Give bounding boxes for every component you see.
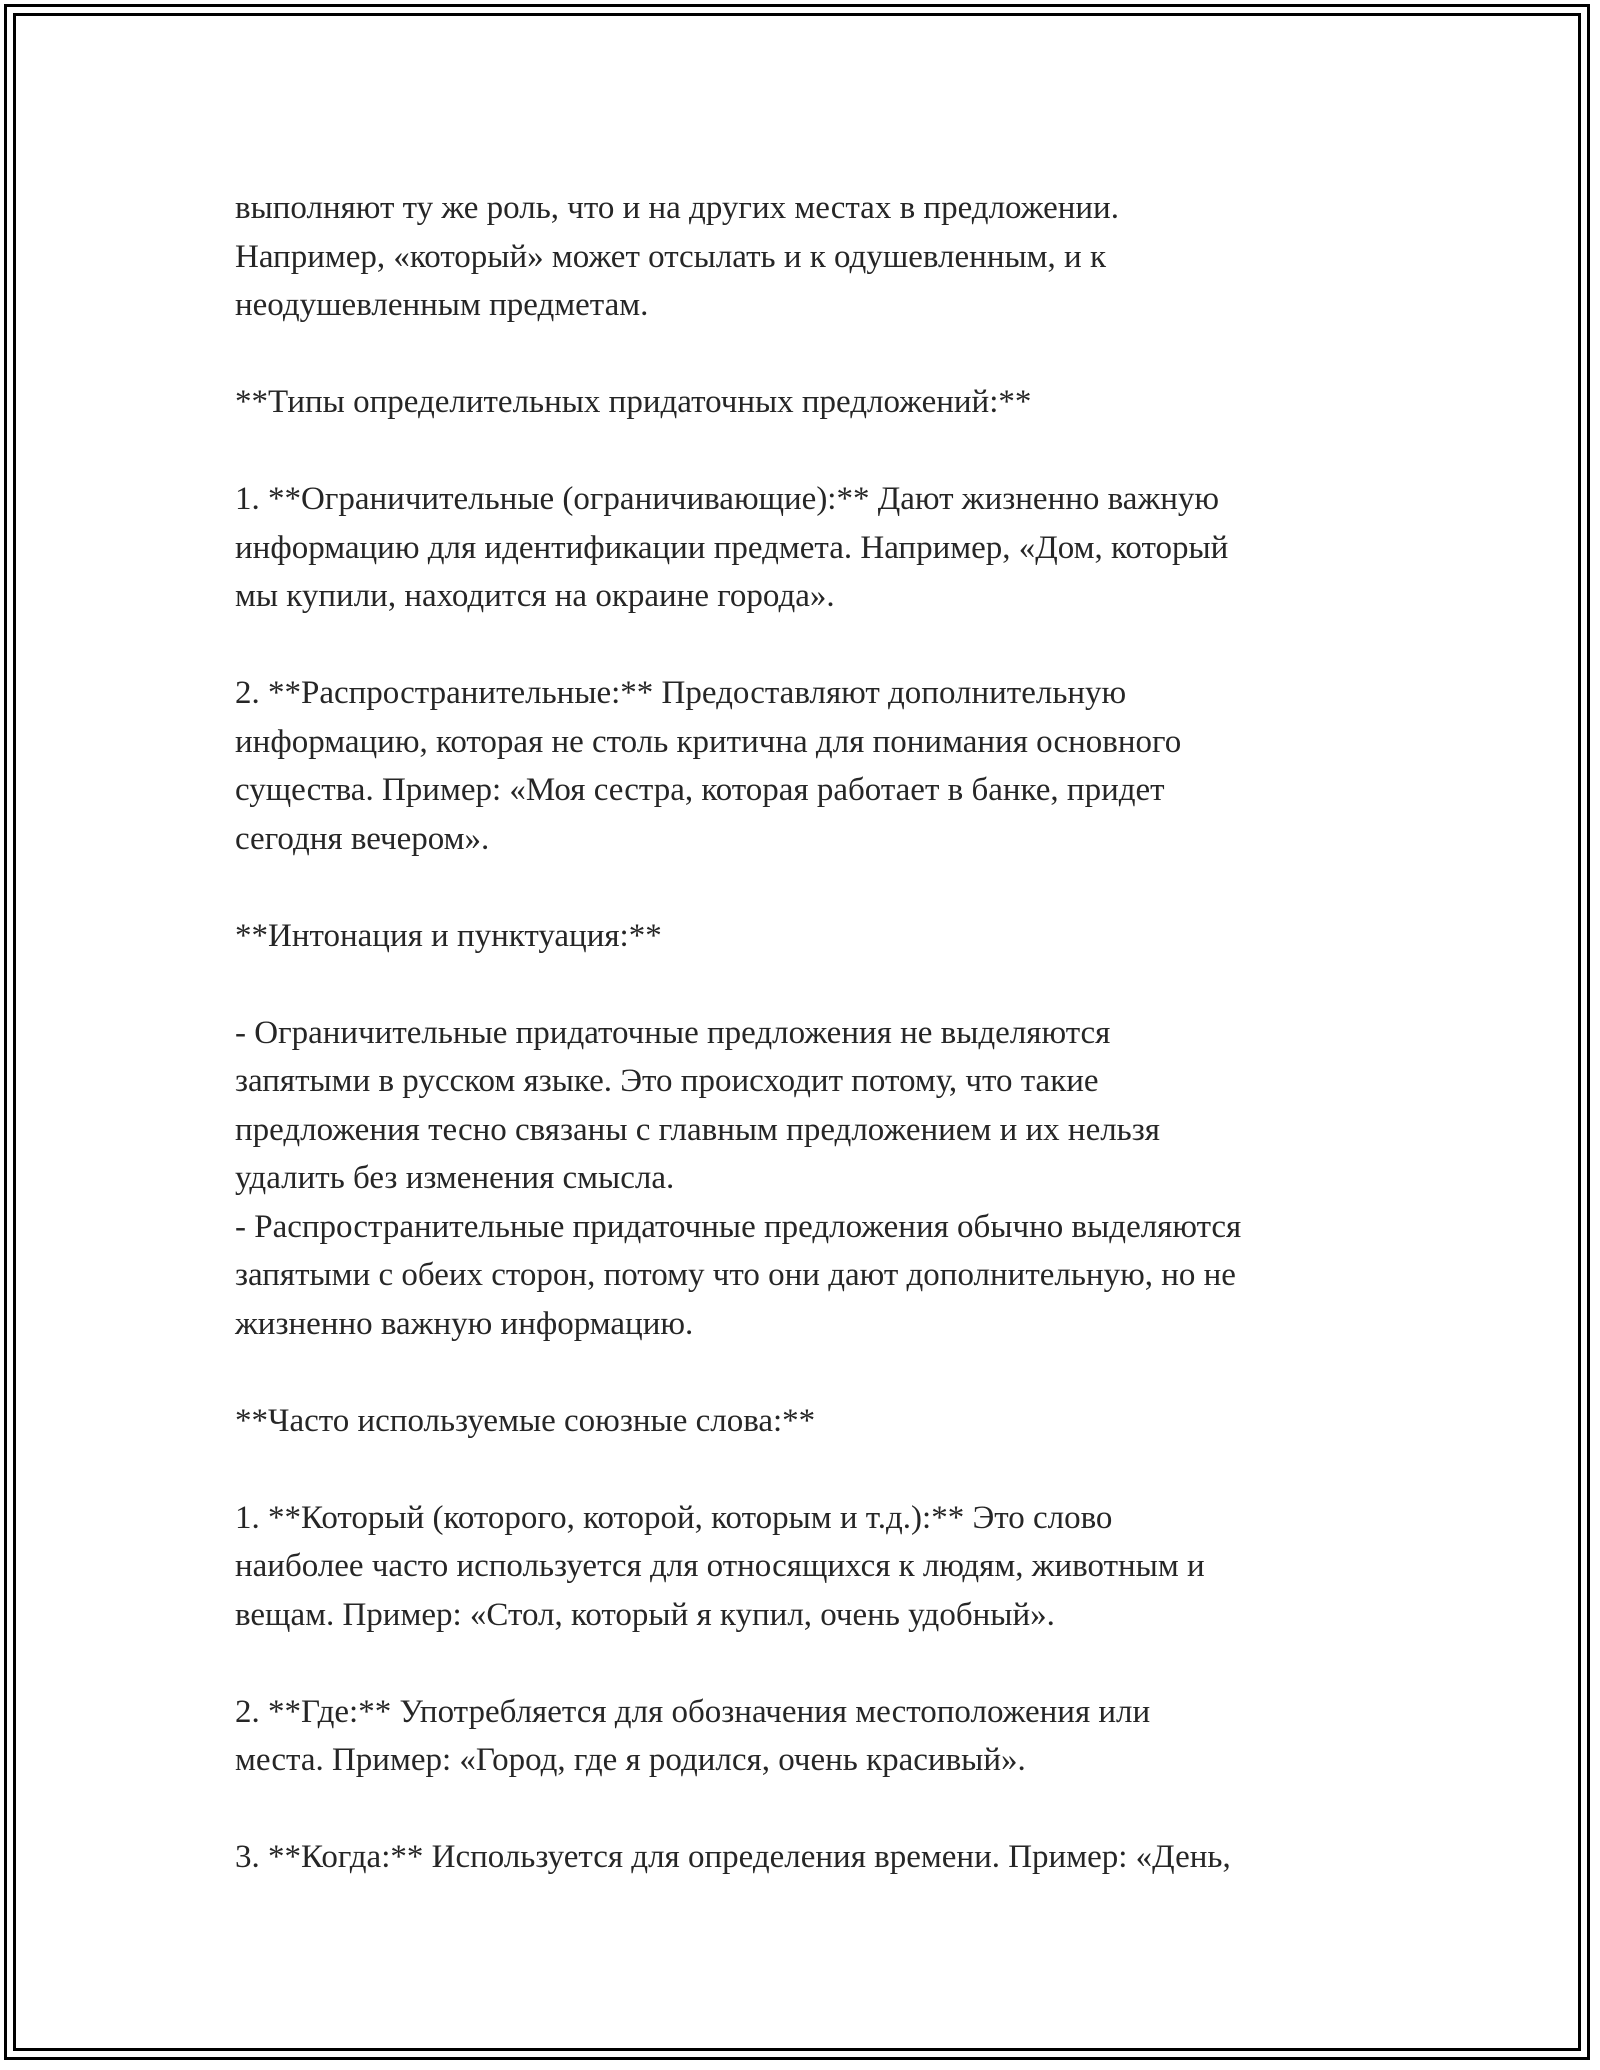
bullet-restrictive-punctuation [235, 1009, 1385, 1203]
text-line: 1. **Который (которого, которой, которым и т.д.):** Это слово [235, 1499, 1113, 1536]
heading-intonation-punctuation [235, 912, 1385, 961]
text-line: 2. **Распространительные:** Предоставляют дополнительную [235, 675, 1127, 711]
text-line: вещам. Пример: «Стол, который я купил, очень удобный». [235, 1596, 1055, 1633]
section-heading: **Часто используемые союзные слова:** [235, 1402, 816, 1439]
text-line: жизненно важную информацию. [235, 1305, 694, 1342]
text-line: существа. Пример: «Моя сестра, которая работает в банке, придет [235, 772, 1165, 808]
list-item-restrictive [235, 475, 1385, 621]
text-line: запятыми с обеих сторон, потому что они дают дополнительную, но не [235, 1257, 1236, 1293]
section-heading: **Интонация и пунктуация:** [235, 917, 662, 954]
text-line: сегодня вечером». [235, 820, 490, 857]
document-body [235, 184, 1385, 1930]
text-line: места. Пример: «Город, где я родился, очень красивый». [235, 1742, 1026, 1778]
text-line: 1. **Ограничительные (ограничивающие):** Дают жизненно важную [235, 481, 1220, 517]
text-line: 2. **Где:** Употребляется для обозначения местоположения или [235, 1693, 1151, 1730]
heading-clause-types [235, 378, 1385, 427]
text-line: 3. **Когда:** Используется для определения времени. Пример: «День, [235, 1839, 1231, 1875]
text-line: наиболее часто используется для относящихся к людям, животным и [235, 1548, 1205, 1584]
list-item-nonrestrictive [235, 669, 1385, 863]
text-line: удалить без изменения смысла. [235, 1160, 675, 1196]
section-heading: **Типы определительных придаточных предложений:** [235, 384, 1032, 420]
text-line: мы купили, находится на окраине города». [235, 578, 835, 614]
heading-common-relative-words [235, 1397, 1385, 1446]
text-line: Например, «который» может отсылать и к одушевленным, и к [235, 238, 1106, 275]
paragraph-relative-words-continuation [235, 184, 1385, 330]
text-line: выполняют ту же роль, что и на других местах в предложении. [235, 190, 1119, 226]
text-line: информацию для идентификации предмета. Например, «Дом, который [235, 529, 1229, 566]
text-line: предложения тесно связаны с главным предложением и их нельзя [235, 1111, 1160, 1148]
text-line: информацию, которая не столь критична для понимания основного [235, 723, 1182, 760]
list-item-kogda [235, 1833, 1385, 1882]
text-line: - Распространительные придаточные предложения обычно выделяются [235, 1208, 1242, 1245]
list-item-gde [235, 1688, 1385, 1785]
text-line: неодушевленным предметам. [235, 287, 649, 323]
list-item-kotoryi [235, 1494, 1385, 1640]
text-line: - Ограничительные придаточные предложения не выделяются [235, 1014, 1111, 1051]
text-line: запятыми в русском языке. Это происходит потому, что такие [235, 1063, 1099, 1099]
bullet-nonrestrictive-punctuation [235, 1203, 1385, 1349]
